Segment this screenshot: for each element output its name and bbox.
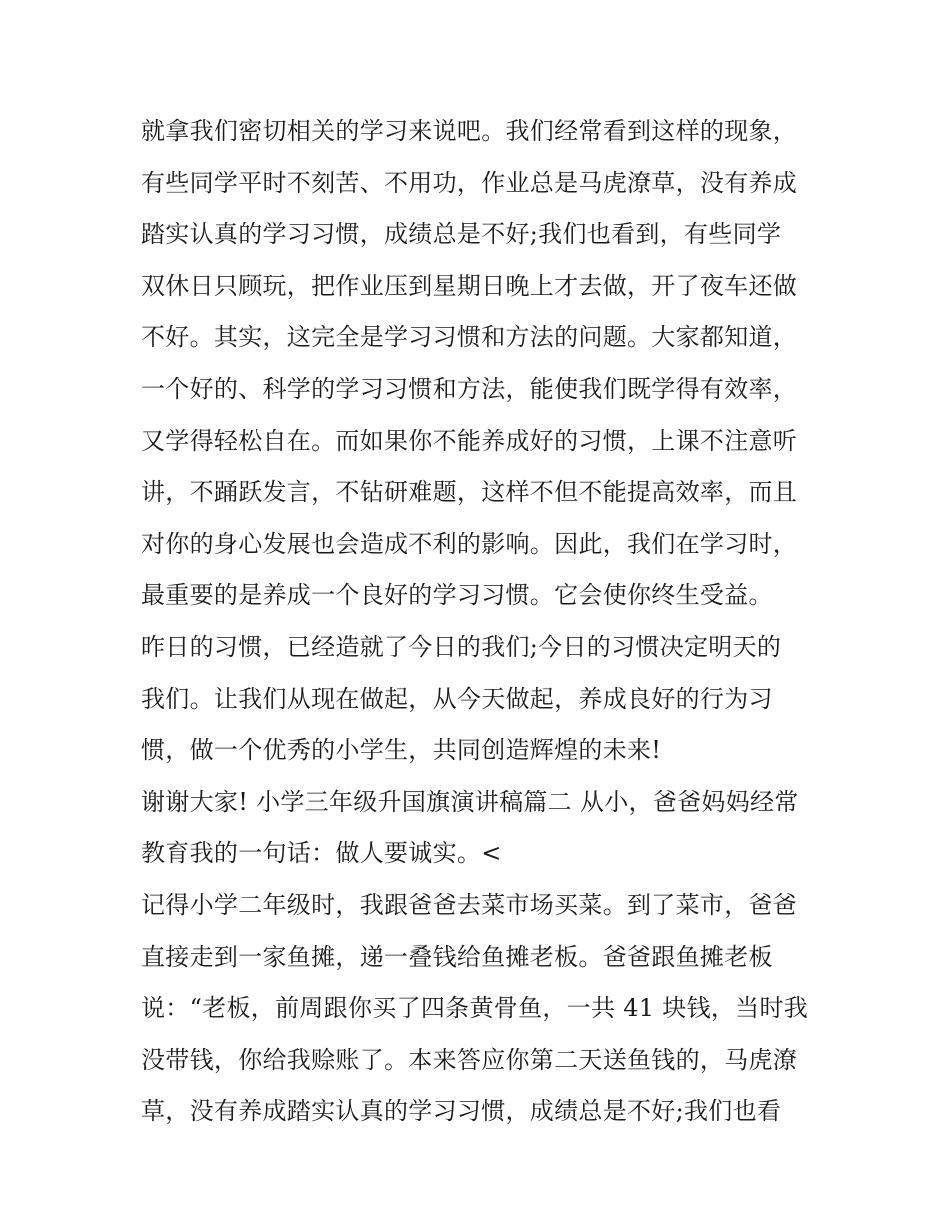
text-line: 就拿我们密切相关的学习来说吧。我们经常看到这样的现象， [141,117,798,145]
body-text [141,106,821,1138]
text-line: 有些同学平时不刻苦、不用功，作业总是马虎潦草，没有养成 [141,168,798,197]
text-line: 踏实认真的学习习惯，成绩总是不好;我们也看到，有些同学 [141,220,782,249]
text-line: 一个好的、科学的学习习惯和方法，能使我们既学得有效率， [141,374,798,403]
text-line: 直接走到一家鱼摊，递一叠钱给鱼摊老板。爸爸跟鱼摊老板 [141,942,773,971]
text-line: 双休日只顾玩，把作业压到星期日晚上才去做，开了夜车还做 [141,271,798,300]
text-line: 惯，做一个优秀的小学生，共同创造辉煌的未来! [141,736,662,765]
text-line: 最重要的是养成一个良好的学习习惯。它会使你终生受益。 [141,581,773,610]
text-line: 昨日的习惯，已经造就了今日的我们;今日的习惯决定明天的 [141,632,782,661]
text-line: 不好。其实，这完全是学习习惯和方法的问题。大家都知道， [141,323,798,352]
text-line: 教育我的一句话：做人要诚实。< [141,839,502,868]
text-line: 我们。让我们从现在做起，从今天做起，养成良好的行为习 [141,684,773,713]
text-line: 草，没有养成踏实认真的学习习惯，成绩总是不好;我们也看 [141,1097,782,1126]
text-line: 记得小学二年级时，我跟爸爸去菜市场买菜。到了菜市，爸爸 [141,890,798,919]
text-line: 说：“老板，前周跟你买了四条黄骨鱼，一共 41 块钱，当时我 [141,994,809,1023]
text-line: 讲，不踊跃发言，不钻研难题，这样不但不能提高效率，而且 [141,478,798,507]
text-line: 没带钱，你给我赊账了。本来答应你第二天送鱼钱的，马虎潦 [141,1045,798,1074]
text-line: 谢谢大家! 小学三年级升国旗演讲稿篇二 从小，爸爸妈妈经常 [141,787,799,816]
text-line: 又学得轻松自在。而如果你不能养成好的习惯，上课不注意听 [141,426,798,455]
text-line: 对你的身心发展也会造成不利的影响。因此，我们在学习时， [141,529,798,558]
